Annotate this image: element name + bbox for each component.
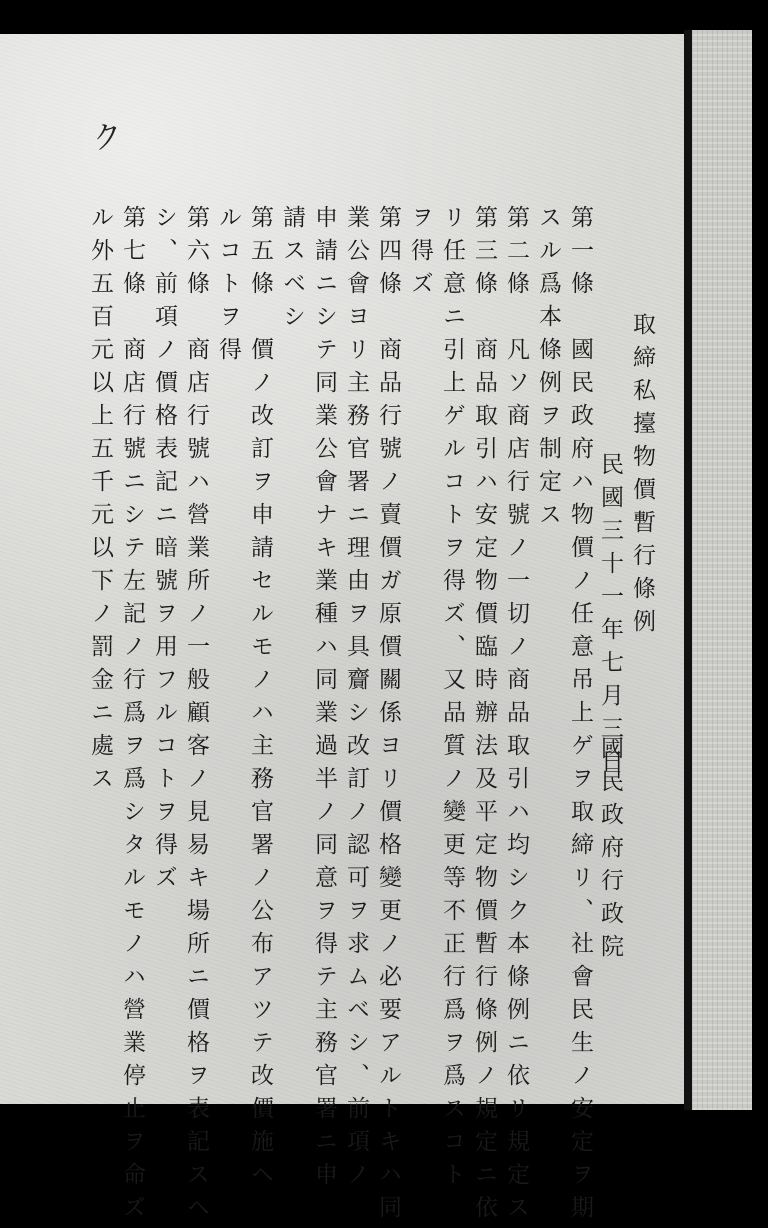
article-line: スル爲本條例ヲ制定ス [535, 205, 561, 535]
article-line: ルコトヲ得 [215, 205, 241, 370]
document-issuer: 國民政府行政院 [597, 736, 623, 967]
article-line: ル外五百元以上五千元以下ノ罰金ニ處ス [87, 205, 113, 799]
article-line: 業公會ヨリ主務官署ニ理由ヲ具齎シ改訂ノ認可ヲ求ムベシ、前項ノ [343, 205, 369, 1195]
article-line: 第六條 商店行號ハ營業所ノ一般顧客ノ見易キ場所ニ價格ヲ表記スヘ [183, 205, 209, 1228]
next-page-edge [692, 30, 752, 1110]
document-date: 民國三十一年七月三日 [597, 452, 623, 782]
article-line: リ任意ニ引上ゲルコトヲ得ズ、又品質ノ變更等不正行爲ヲ爲スコト [439, 205, 465, 1195]
article-line: 第七條 商店行號ニシテ左記ノ行爲ヲ爲シタルモノハ營業停止ヲ命ズ [119, 205, 145, 1228]
article-line: ヲ得ズ [407, 205, 433, 304]
article-line: 第一條 國民政府ハ物價ノ任意吊上ゲヲ取締リ、社會民生ノ安定ヲ期 [567, 205, 593, 1228]
article-line: 請スベシ [279, 205, 305, 337]
article-line: 第五條 價ノ改訂ヲ申請セルモノハ主務官署ノ公布アツテ改價施ヘ [247, 205, 273, 1195]
article-line: 第二條 凡ソ商店行號ノ一切ノ商品取引ハ均シク本條例ニ依リ規定ス [503, 205, 529, 1228]
page-gutter [684, 30, 692, 1110]
article-line: 申請ニシテ同業公會ナキ業種ハ同業過半ノ同意ヲ得テ主務官署ニ申 [311, 205, 337, 1195]
handwritten-mark: ク [89, 117, 126, 158]
article-line: 第四條 商品行號ノ賣價ガ原價關係ヨリ價格變更ノ必要アルトキハ同 [375, 205, 401, 1228]
article-line: 第三條 商品取引ハ安定物價臨時辦法及平定物價暫行條例ノ規定ニ依 [471, 205, 497, 1228]
document-title: 取締私擡物價暫行條例 [629, 312, 655, 642]
article-line: シ、前項ノ價格表記ニ暗號ヲ用フルコトヲ得ズ [151, 205, 177, 898]
